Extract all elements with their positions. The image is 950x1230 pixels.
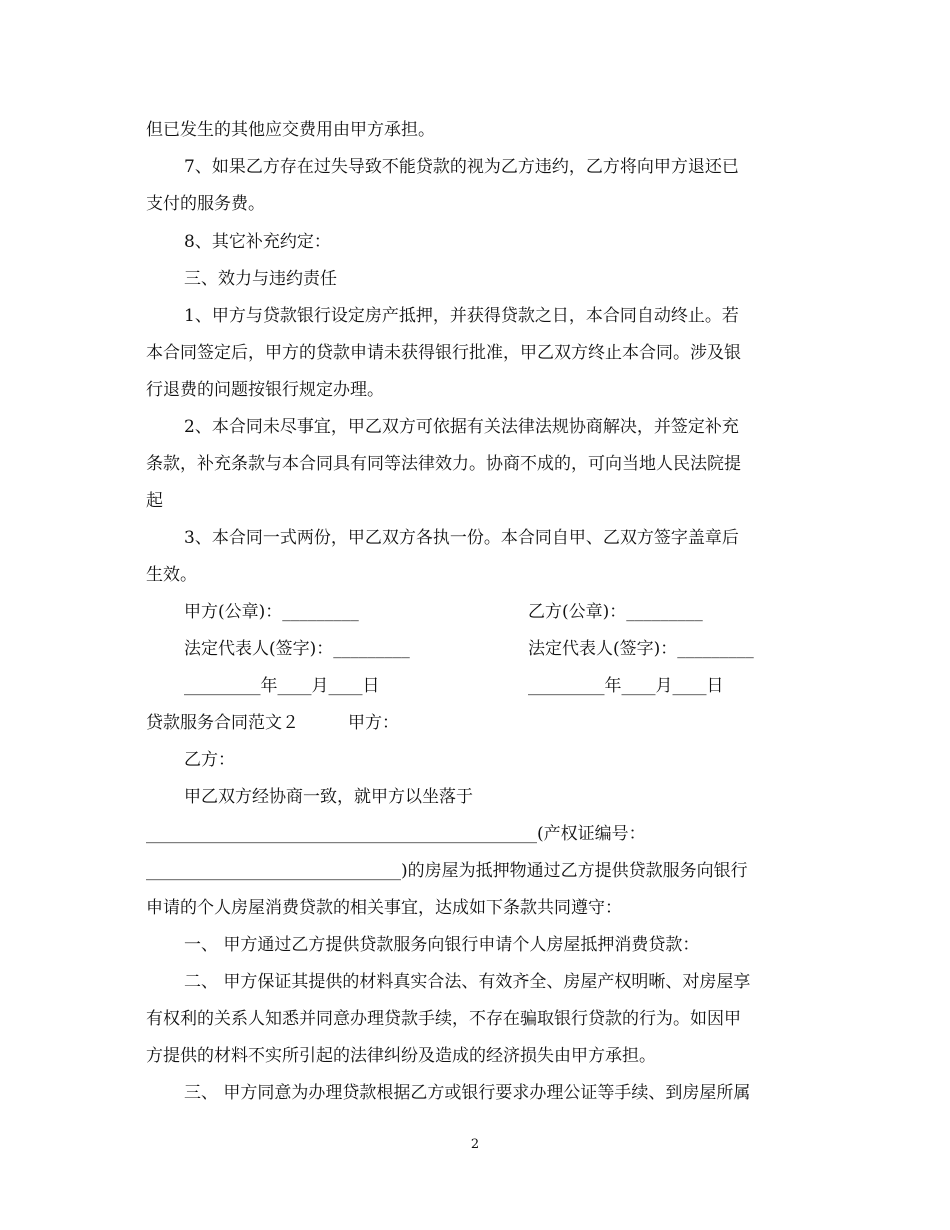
text-line: 方提供的材料不实所引起的法律纠纷及造成的经济损失由甲方承担。: [146, 1046, 656, 1066]
text-line: 行退费的问题按银行规定办理。: [146, 380, 384, 400]
party-b-representative: 法定代表人(签字)：_________: [528, 639, 754, 659]
text-line: ______________________________)的房屋为抵押物通过乙方提供贷款服务向银行: [146, 861, 748, 881]
section-heading: 三、效力与违约责任: [184, 269, 337, 289]
page-number: 2: [470, 1137, 480, 1152]
text-line: 生效。: [146, 565, 197, 585]
contract2-party-a: 甲方：: [348, 713, 399, 733]
contract2-heading: 贷款服务合同范文２: [146, 713, 299, 733]
text-line: 支付的服务费。: [146, 194, 265, 214]
clause-2: 2、本合同未尽事宜，甲乙双方可依据有关法律法规协商解决，并签定补充: [184, 417, 739, 437]
text-line: 有权利的关系人知悉并同意办理贷款手续，不存在骗取银行贷款的行为。如因甲: [146, 1009, 741, 1029]
party-a-seal: 甲方(公章)：_________: [184, 602, 359, 622]
text-line: 起: [146, 491, 163, 511]
contract2-party-b: 乙方：: [184, 750, 235, 770]
party-a-representative: 法定代表人(签字)：_________: [184, 639, 410, 659]
text-line: 条款，补充条款与本合同具有同等法律效力。协商不成的，可向当地人民法院提: [146, 454, 741, 474]
contract2-intro: 甲乙双方经协商一致，就甲方以坐落于: [184, 787, 473, 807]
text-line: 本合同签定后，甲方的贷款申请未获得银行批准，甲乙双方终止本合同。涉及银: [146, 343, 741, 363]
text-line: 申请的个人房屋消费贷款的相关事宜，达成如下条款共同遵守：: [146, 898, 622, 918]
party-b-date: _________年____月____日: [528, 676, 724, 696]
clause-3: 3、本合同一式两份，甲乙双方各执一份。本合同自甲、乙双方签字盖章后: [184, 528, 739, 548]
contract2-item-1: 一、 甲方通过乙方提供贷款服务向银行申请个人房屋抵押消费贷款：: [184, 935, 700, 955]
contract2-item-3: 三、 甲方同意为办理贷款根据乙方或银行要求办理公证等手续、到房屋所属: [184, 1083, 751, 1103]
clause-8: 8、其它补充约定：: [184, 232, 331, 252]
text-line: ______________________________________________(产权证编号：: [146, 824, 646, 844]
text-line: 但已发生的其他应交费用由甲方承担。: [146, 120, 435, 140]
contract2-item-2: 二、 甲方保证其提供的材料真实合法、有效齐全、房屋产权明晰、对房屋享: [184, 972, 751, 992]
clause-1: 1、甲方与贷款银行设定房产抵押，并获得贷款之日，本合同自动终止。若: [184, 306, 739, 326]
party-b-seal: 乙方(公章)：_________: [528, 602, 703, 622]
clause-7: 7、如果乙方存在过失导致不能贷款的视为乙方违约，乙方将向甲方退还已: [184, 157, 739, 177]
party-a-date: _________年____月____日: [184, 676, 380, 696]
